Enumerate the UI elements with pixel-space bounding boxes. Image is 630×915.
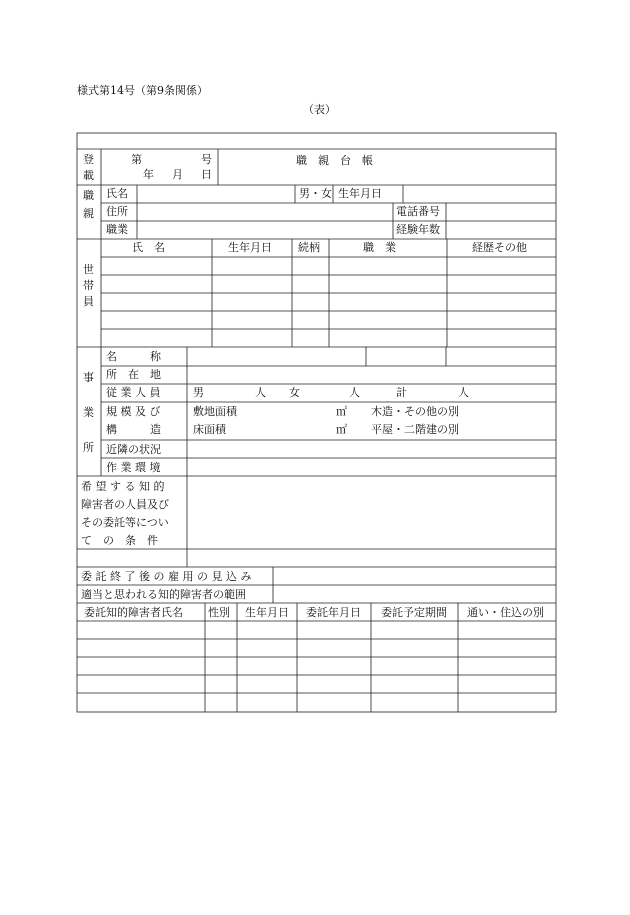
- entrusted-col-birthdate: 生年月日: [245, 606, 289, 619]
- side-label: （表）: [303, 103, 336, 116]
- birthdate-label: 生年月日: [338, 187, 382, 200]
- person-label-3: 人: [458, 386, 469, 399]
- business-label-1: 事: [83, 371, 94, 384]
- total-label: 計: [396, 386, 407, 399]
- business-name-label: 名 称: [106, 350, 161, 363]
- floor-area-label: 床面積: [193, 423, 226, 436]
- male-label: 男: [193, 386, 204, 399]
- neighborhood-label: 近隣の状況: [106, 443, 161, 456]
- year-label: 年: [143, 168, 154, 181]
- address-label: 住所: [106, 205, 128, 218]
- household-col-relation: 続柄: [298, 241, 320, 254]
- scale-label-1: 規 模 及 び: [106, 405, 161, 418]
- unit-label-2: ㎡: [336, 423, 347, 436]
- household-label-2: 帯: [83, 279, 94, 292]
- shokushin-label-2: 親: [83, 207, 94, 220]
- person-label-2: 人: [349, 386, 360, 399]
- registration-label-2: 載: [83, 169, 94, 182]
- entrusted-col-period: 委託予定期間: [381, 606, 447, 619]
- household-label-1: 世: [83, 263, 94, 276]
- business-location-label: 所 在 地: [106, 368, 161, 381]
- number-prefix: 第: [131, 153, 142, 166]
- form-number: 様式第14号（第9条関係）: [77, 84, 208, 97]
- business-label-3: 所: [83, 441, 94, 454]
- conditions-line-2: 障害者の人員及び: [81, 498, 169, 511]
- site-area-label: 敷地面積: [193, 405, 237, 418]
- environment-label: 作 業 環 境: [106, 461, 161, 474]
- ledger-title: 職 親 台 帳: [296, 154, 373, 167]
- conditions-line-1: 希 望 す る 知 的: [81, 480, 165, 493]
- household-col-occupation: 職 業: [363, 241, 396, 254]
- day-label: 日: [201, 168, 212, 181]
- employment-outlook-label: 委 託 終 了 後 の 雇 用 の 見 込 み: [81, 570, 252, 583]
- household-col-birthdate: 生年月日: [228, 241, 272, 254]
- person-label-1: 人: [255, 386, 266, 399]
- conditions-line-4: て の 条 件: [81, 534, 158, 547]
- shokushin-label-1: 職: [83, 189, 94, 202]
- entrusted-col-sex: 性別: [208, 606, 230, 619]
- household-col-name: 氏 名: [132, 241, 165, 254]
- female-label: 女: [289, 386, 300, 399]
- household-col-history: 経歴その他: [472, 241, 527, 254]
- sex-label: 男・女: [299, 187, 332, 200]
- entrusted-col-type: 通い・住込の別: [467, 606, 544, 619]
- entrusted-col-name: 委託知的障害者氏名: [84, 606, 183, 619]
- unit-label-1: ㎡: [336, 405, 347, 418]
- occupation-label: 職業: [106, 223, 128, 236]
- entrusted-col-date: 委託年月日: [306, 606, 361, 619]
- scope-label: 適当と思われる知的障害者の範囲: [81, 588, 246, 601]
- experience-label: 経験年数: [396, 223, 440, 236]
- structure-type-label: 木造・その他の別: [371, 405, 459, 418]
- phone-label: 電話番号: [396, 205, 440, 218]
- scale-label-2: 構 造: [106, 423, 161, 436]
- employees-label: 従 業 人 員: [106, 386, 161, 399]
- number-suffix: 号: [201, 153, 212, 166]
- name-label: 氏名: [106, 187, 128, 200]
- registration-label-1: 登: [83, 153, 94, 166]
- business-label-2: 業: [83, 406, 94, 419]
- household-label-3: 員: [83, 295, 94, 308]
- conditions-line-3: その委託等につい: [81, 516, 169, 529]
- floors-type-label: 平屋・二階建の別: [371, 423, 459, 436]
- month-label: 月: [172, 168, 183, 181]
